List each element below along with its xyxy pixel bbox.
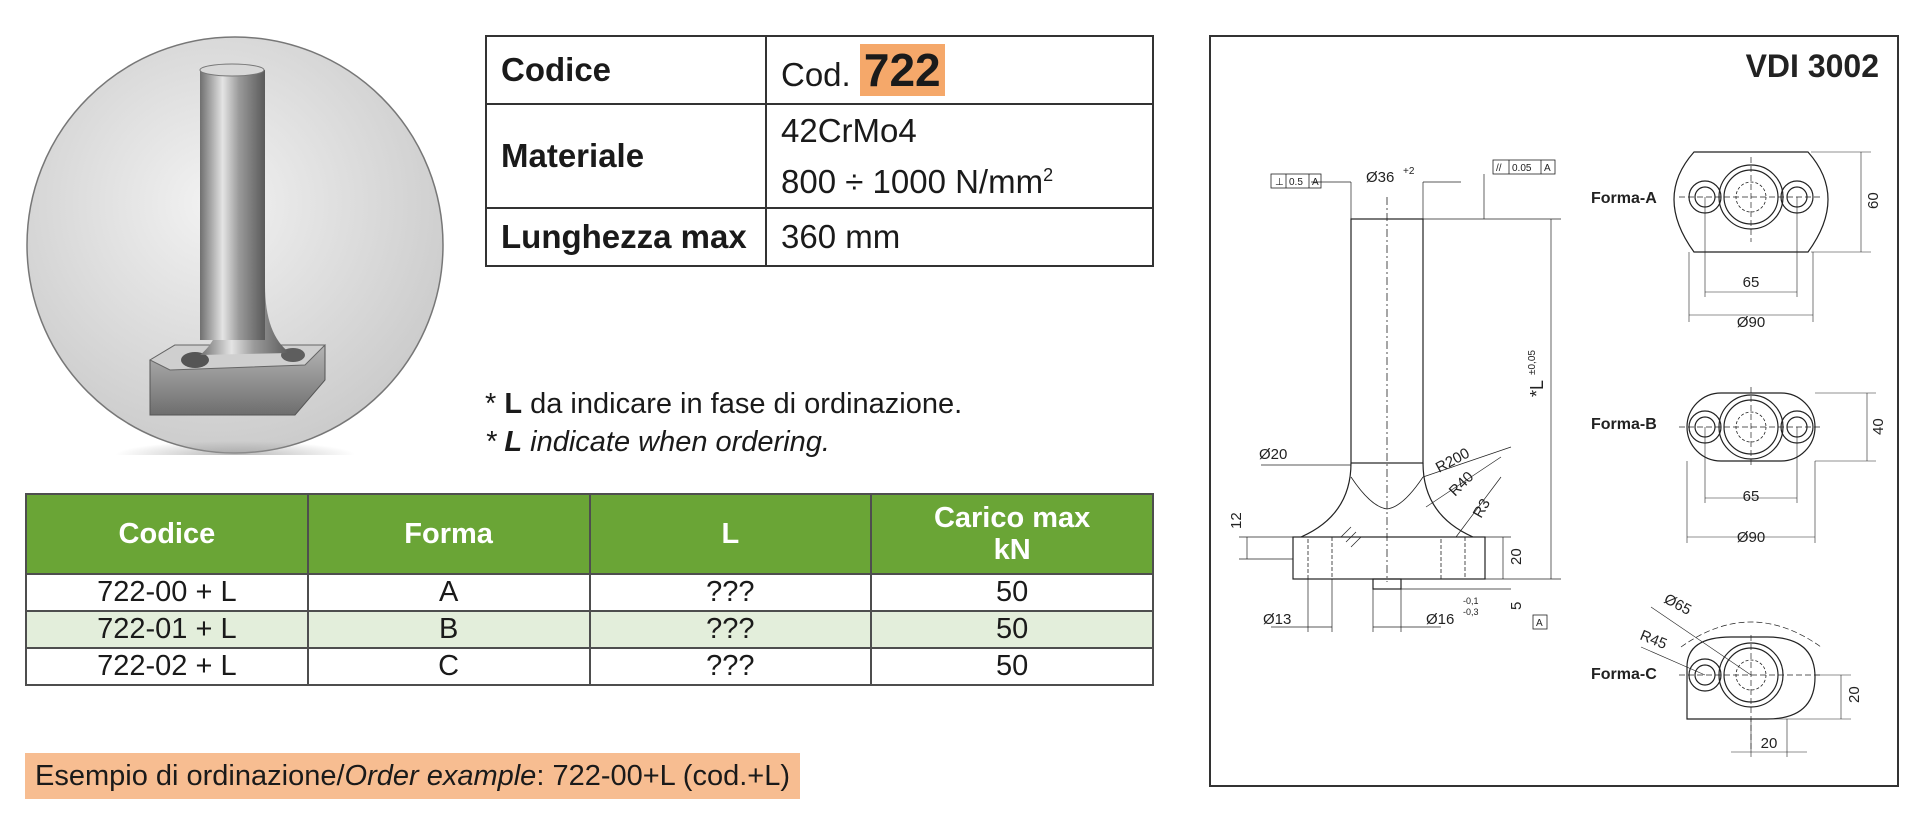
dim-d13: Ø13 <box>1263 611 1292 628</box>
datum-a: A <box>1536 618 1543 629</box>
cell-carico: 50 <box>871 611 1153 648</box>
cell-codice: 722-01 + L <box>26 611 308 648</box>
note-en-star: * <box>485 426 505 458</box>
table-row <box>26 648 1153 685</box>
order-suffix: : 722-00+L (cod.+L) <box>536 760 790 792</box>
dim-20-vert: 20 <box>1508 548 1525 565</box>
dim-12: 12 <box>1228 512 1245 529</box>
table-row <box>26 574 1153 611</box>
cell-carico: 50 <box>871 574 1153 611</box>
tol-left-datum: A <box>1312 177 1319 188</box>
order-italic: Order example <box>344 760 537 792</box>
tol-left-value: 0.5 <box>1289 177 1303 188</box>
cell-forma: B <box>308 611 590 648</box>
dim-d16: Ø16 <box>1426 611 1455 628</box>
cell-l: ??? <box>590 611 872 648</box>
note-it-text: da indicare in fase di ordinazione. <box>522 388 963 420</box>
materiale-line1: 42CrMo4 <box>781 111 917 149</box>
dim-length: *L <box>1527 379 1547 397</box>
dim-d20: Ø20 <box>1259 446 1288 463</box>
forma-a-90: Ø90 <box>1736 314 1766 331</box>
materiale-value-cell <box>766 104 1153 208</box>
note-it-star: * <box>485 388 505 420</box>
dim-r200: R200 <box>1432 444 1473 477</box>
dim-r40: R40 <box>1445 468 1478 500</box>
cell-codice: 722-02 + L <box>26 648 308 685</box>
note-en-text: indicate when ordering. <box>522 426 830 458</box>
header-l: L <box>590 494 872 574</box>
codice-value: 722 <box>860 44 945 96</box>
codice-value-cell <box>766 36 1153 104</box>
technical-drawing <box>1209 35 1899 787</box>
materiale-line2-wrap <box>781 153 1138 204</box>
product-table <box>25 493 1154 686</box>
forma-c-20-horiz: 20 <box>1760 735 1778 752</box>
order-example <box>25 753 800 799</box>
tol-left-symbol: ⊥ <box>1275 177 1284 188</box>
standard-label: VDI 3002 <box>1745 48 1879 84</box>
header-codice: Codice <box>26 494 308 574</box>
cell-l: ??? <box>590 648 872 685</box>
order-prefix: Esempio di ordinazione/ <box>35 760 345 792</box>
header-carico <box>871 494 1153 574</box>
tol-right-datum: A <box>1544 163 1551 174</box>
dim-r3: R3 <box>1469 495 1495 521</box>
forma-c-65: Ø65 <box>1661 590 1695 619</box>
forma-a-60: 60 <box>1865 192 1882 209</box>
header-forma: Forma <box>308 494 590 574</box>
forma-c-45: R45 <box>1637 626 1670 654</box>
cell-carico: 50 <box>871 648 1153 685</box>
tol-right-value: 0.05 <box>1512 163 1532 174</box>
table-header-row <box>26 494 1153 574</box>
tol-right-symbol: // <box>1496 163 1502 174</box>
materiale-line2: 800 ÷ 1000 N/mm <box>781 162 1044 200</box>
note-en-bold: L <box>504 426 523 458</box>
dim-d36: Ø36 <box>1366 169 1395 186</box>
forma-b-40: 40 <box>1870 418 1887 435</box>
product-photo <box>25 35 445 455</box>
dim-d16-tol-up: -0,1 <box>1463 596 1479 606</box>
table-row <box>26 611 1153 648</box>
cell-forma: A <box>308 574 590 611</box>
materiale-sup: 2 <box>1043 164 1054 185</box>
lunghezza-label: Lunghezza max <box>486 208 766 266</box>
dim-d16-tol-low: -0,3 <box>1463 607 1479 617</box>
label-forma-a: Forma-A <box>1591 190 1657 207</box>
materiale-label: Materiale <box>486 104 766 208</box>
spec-table <box>485 35 1154 267</box>
codice-label: Codice <box>486 36 766 104</box>
header-carico-line2: kN <box>993 534 1031 566</box>
dim-length-tol: ±0,05 <box>1527 350 1538 375</box>
codice-prefix: Cod. <box>781 56 851 93</box>
cell-l: ??? <box>590 574 872 611</box>
note-it-bold: L <box>504 388 523 420</box>
cell-forma: C <box>308 648 590 685</box>
label-forma-c: Forma-C <box>1591 666 1657 683</box>
note-english <box>485 426 830 459</box>
forma-b-65: 65 <box>1742 488 1760 505</box>
dim-5: 5 <box>1508 601 1525 610</box>
lunghezza-value: 360 mm <box>766 208 1153 266</box>
note-italian <box>485 388 962 421</box>
header-carico-line1: Carico max <box>933 502 1091 534</box>
dim-d36-tol: +2 <box>1403 166 1415 177</box>
forma-a-65: 65 <box>1742 274 1760 291</box>
cell-codice: 722-00 + L <box>26 574 308 611</box>
forma-c-20-vert: 20 <box>1846 686 1863 703</box>
forma-b-90: Ø90 <box>1736 529 1766 546</box>
label-forma-b: Forma-B <box>1591 416 1657 433</box>
